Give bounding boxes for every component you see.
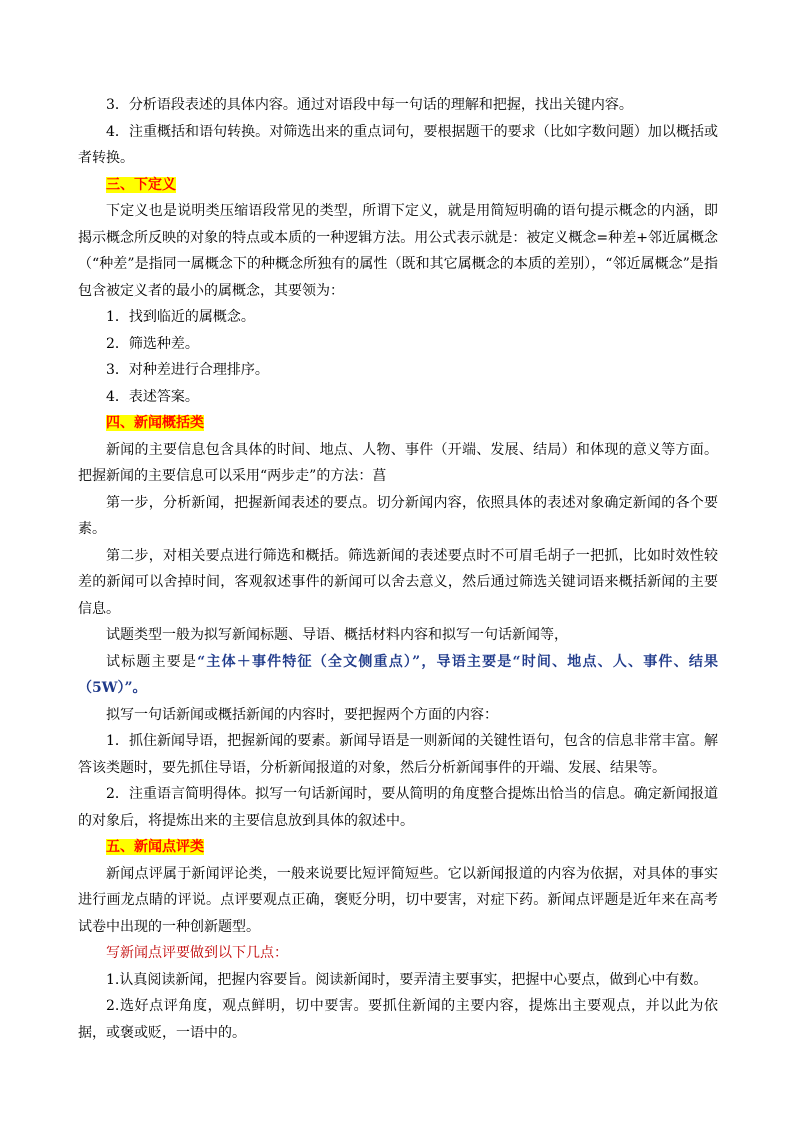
section-heading-5 [78, 834, 718, 861]
document-body [78, 92, 718, 1046]
definition-step-3: 3．对种差进行合理排序。 [106, 362, 269, 378]
section-heading-4 [78, 410, 718, 437]
definition-step-4: 4．表述答案。 [106, 388, 199, 405]
item-4: 4．注重概括和语句转换。对筛选出来的重点词句，要根据题干的要求（比如字数问题）加以概括或者转换。 [78, 123, 718, 166]
news-paragraph-2: 第一步，分析新闻，把握新闻表述的要点。切分新闻内容，依照具体的表述对象确定新闻的各个要素。 [78, 494, 718, 537]
news-paragraph-5-prefix: 试标题主要是 [106, 653, 198, 670]
section-heading-3 [78, 172, 718, 199]
section-title-5: 五、新闻点评类 [106, 839, 204, 855]
news-point-2: 2．注重语言简明得体。拟写一句话新闻时，要从简明的角度整合提炼出恰当的信息。确定新闻报道的对象后，将提炼出来的主要信息放到具体的叙述中。 [78, 786, 718, 829]
comment-subheading: 写新闻点评要做到以下几点： [106, 945, 288, 961]
comment-point-2: 2.选好点评角度，观点鲜明，切中要害。要抓住新闻的主要内容，提炼出主要观点，并以此为依据，或褒或贬，一语中的。 [78, 998, 718, 1041]
news-point-1: 1．抓住新闻导语，把握新闻的要素。新闻导语是一则新闻的关键性语句，包含的信息非常丰富。解答该类题时，要先抓住导语，分析新闻报道的对象，然后分析新闻事件的开端、发展、结果等。 [78, 733, 718, 776]
news-paragraph-4: 试题类型一般为拟写新闻标题、导语、概括材料内容和拟写一句话新闻等， [106, 627, 568, 643]
item-3: 3．分析语段表述的具体内容。通过对语段中每一句话的理解和把握，找出关键内容。 [106, 97, 633, 113]
comment-paragraph: 新闻点评属于新闻评论类，一般来说要比短评简短些。它以新闻报道的内容为依据，对具体的事实进行画龙点睛的评说。点评要观点正确，褒贬分明，切中要害，对症下药。新闻点评题是近年来在高考试卷中出现的一种创新题型。 [78, 865, 718, 935]
news-paragraph-3: 第二步，对相关要点进行筛选和概括。筛选新闻的表述要点时不可眉毛胡子一把抓，比如时效性较差的新闻可以舍掉时间，客观叙述事件的新闻可以舍去意义，然后通过筛选关键词语来概括新闻的主要信息。 [78, 547, 718, 617]
definition-step-2: 2．筛选种差。 [106, 335, 199, 352]
comment-point-1: 1.认真阅读新闻，把握内容要旨。阅读新闻时，要弄清主要事实，把握中心要点，做到心中有数。 [106, 971, 708, 988]
section-title-3: 三、下定义 [106, 176, 176, 193]
definition-paragraph: 下定义也是说明类压缩语段常见的类型，所谓下定义，就是用简短明确的语句提示概念的内涵，即揭示概念所反映的对象的特点或本质的一种逻辑方法。用公式表示就是：被定义概念=种差+邻近属概念（“种差”是指同一属概念下的种概念所独有的属性（既和其它属概念的本质的差别），“邻近属概念”是指包含被定义者的最小的属概念，其要领为： [78, 203, 718, 299]
definition-step-1: 1．找到临近的属概念。 [106, 309, 255, 325]
news-paragraph-5 [78, 649, 718, 702]
news-paragraph-6: 拟写一句话新闻或概括新闻的内容时，要把握两个方面的内容： [106, 706, 498, 723]
news-paragraph-5-emphasis: “主体＋事件特征（全文侧重点）”，导语主要是“时间、地点、人、事件、结果（5W）”。 [78, 653, 719, 696]
news-paragraph-1: 新闻的主要信息包含具体的时间、地点、人物、事件（开端、发展、结局）和体现的意义等方面。把握新闻的主要信息可以采用“两步走”的方法：菖 [78, 441, 718, 484]
section-title-4: 四、新闻概括类 [106, 415, 204, 431]
